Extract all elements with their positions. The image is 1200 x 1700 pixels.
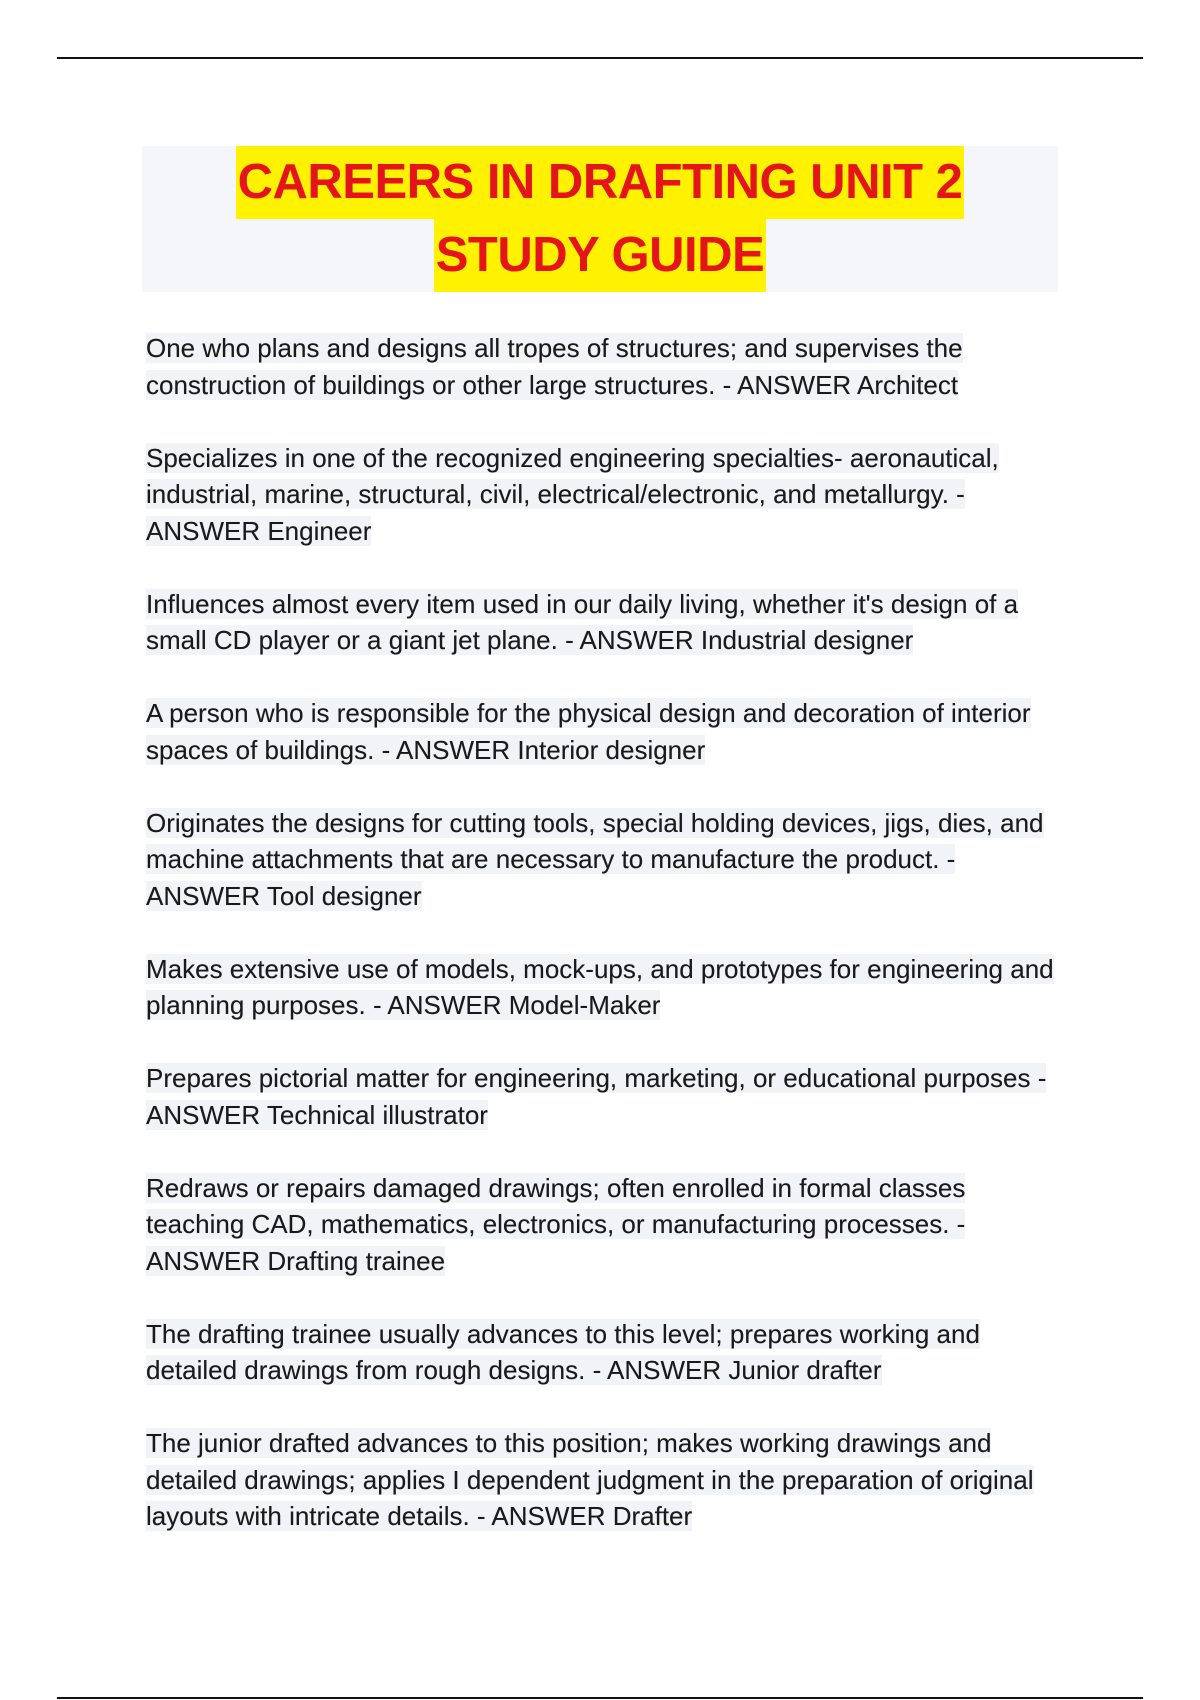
qa-list xyxy=(146,330,1066,1571)
top-rule xyxy=(57,57,1143,59)
title-text-2: STUDY GUIDE xyxy=(434,219,766,292)
title-line-1 xyxy=(142,146,1058,219)
title-text-1: CAREERS IN DRAFTING UNIT 2 xyxy=(236,146,965,219)
qa-item xyxy=(146,1425,1066,1535)
qa-item xyxy=(146,1316,1066,1389)
qa-item-text: Redraws or repairs damaged drawings; often enrolled in formal classes teaching CAD, mathematics, electronics, or manufacturing processes. - ANSWER Drafting trainee xyxy=(146,1172,966,1276)
qa-item xyxy=(146,330,1066,403)
qa-item xyxy=(146,695,1066,768)
bottom-rule xyxy=(57,1697,1143,1699)
qa-item xyxy=(146,951,1066,1024)
qa-item-text: The junior drafted advances to this position; makes working drawings and detailed drawings; applies I dependent judgment in the preparation of original layouts with intricate details. - ANSWER Drafter xyxy=(146,1428,1034,1531)
qa-item-text: Originates the designs for cutting tools, special holding devices, jigs, dies, and machine attachments that are necessary to manufacture the product. - ANSWER Tool designer xyxy=(146,807,1044,911)
title-line-2 xyxy=(142,219,1058,292)
qa-item xyxy=(146,805,1066,915)
qa-item-text: Makes extensive use of models, mock-ups, and prototypes for engineering and planning purposes. - ANSWER Model-Maker xyxy=(146,953,1054,1020)
qa-item-text: Prepares pictorial matter for engineering, marketing, or educational purposes - ANSWER Technical illustrator xyxy=(146,1063,1047,1130)
qa-item-text: Influences almost every item used in our daily living, whether it's design of a small CD player or a giant jet plane. - ANSWER Industrial designer xyxy=(146,588,1019,655)
qa-item xyxy=(146,1060,1066,1133)
title-block xyxy=(142,146,1058,292)
qa-item-text: A person who is responsible for the physical design and decoration of interior spaces of buildings. - ANSWER Interior designer xyxy=(146,698,1031,765)
qa-item xyxy=(146,586,1066,659)
qa-item-text: One who plans and designs all tropes of structures; and supervises the construction of buildings or other large structures. - ANSWER Architect xyxy=(146,333,963,400)
qa-item-text: The drafting trainee usually advances to this level; prepares working and detailed drawings from rough designs. - ANSWER Junior drafter xyxy=(146,1318,980,1385)
qa-item-text: Specializes in one of the recognized engineering specialties- aeronautical, industrial, marine, structural, civil, electrical/electronic, and metallurgy. - ANSWER Engineer xyxy=(146,442,999,546)
qa-item xyxy=(146,1170,1066,1280)
qa-item xyxy=(146,440,1066,550)
